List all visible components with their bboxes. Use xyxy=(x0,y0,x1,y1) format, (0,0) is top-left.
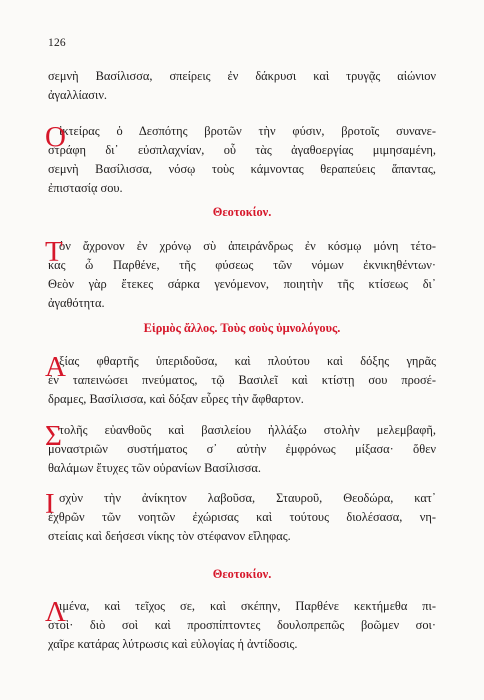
stanza-axias xyxy=(45,351,436,409)
stanza-line: κας ὦ Παρθένε, τῆς φύσεως τῶν νόμων ἐκνικηθέντων· xyxy=(48,258,436,272)
drop-cap: Τ xyxy=(45,236,63,268)
stanza-line: ἐν ταπεινώσει πνεύματος, τῷ Βασιλεῖ καὶ κτίστῃ σου προσέ- xyxy=(48,373,436,387)
stanza-line: στράφη δι᾽ εὐσπλαχνίαν, οὗ τὰς ἀγαθοεργίας μιμησαμένη, xyxy=(48,143,436,157)
paragraph-line: σεμνὴ Βασίλισσα, σπείρεις ἐν δάκρυσι καὶ τρυγᾷς αἰώνιον xyxy=(48,69,436,83)
stanza-line: Θεὸν γὰρ ἔτεκες σάρκα γενόμενον, ποιητὴν τῆς κτίσεως δι᾽ xyxy=(48,277,436,291)
drop-cap: Σ xyxy=(45,420,62,452)
stanza-line: ἰκτείρας ὁ Δεσπότης βροτῶν τὴν φύσιν, βροτοῖς συνανε- xyxy=(59,124,436,138)
stanza-stolis xyxy=(45,420,436,478)
drop-cap: Λ xyxy=(45,596,67,628)
stanza-line: ἀγαθότητα. xyxy=(48,296,105,310)
stanza-line: θαλάμων ἔτυχες τῶν οὐρανίων Βασίλισσα. xyxy=(48,461,261,475)
stanza-line: μοναστριῶν συστήματος σ᾽ αὐτὴν ἐμφρόνως μίξασα· ὅθεν xyxy=(48,442,436,456)
stanza-line: δραμες, Βασίλισσα, καὶ δόξαν εὗρες τὴν ἄφθαρτον. xyxy=(48,392,304,406)
stanza-line: στοὶ· διὸ σοὶ καὶ προσπίπτοντες δουλοπρεπῶς βοῶμεν σοι· xyxy=(48,618,436,632)
drop-cap: Ι xyxy=(45,488,55,520)
section-heading-eirmos: Εἱρμὸς ἄλλος. Τοὺς σοὺς ὑμνολόγους. xyxy=(143,321,341,335)
paragraph-line: ἀγαλλίασιν. xyxy=(48,88,108,102)
stanza-line: σεμνὴ Βασίλισσα, νόσῳ τοὺς κάμνοντας θεραπεύεις ἅπαντας, xyxy=(48,162,436,176)
stanza-line: σχὺν τὴν ἀνίκητον λαβοῦσα, Σταυροῦ, Θεοδώρα, κατ᾽ xyxy=(59,491,436,505)
stanza-line: ξίας φθαρτῆς ὑπεριδοῦσα, καὶ πλούτου καὶ δόξης γηρᾶς xyxy=(59,354,436,368)
stanza-ischyn xyxy=(45,488,436,546)
stanza-line: χαῖρε κατάρας λύτρωσις καὶ εὐλογίας ἡ ἀντίδοσις. xyxy=(48,637,298,651)
stanza-line: τολῆς εὐανθοῦς καὶ βασιλείου ἠλλάξω στολὴν μελεμβαφῆ, xyxy=(59,423,436,437)
stanza-limena xyxy=(45,596,436,654)
drop-cap: Ο xyxy=(45,121,66,153)
stanza-line: ἐπιστασίᾳ σου. xyxy=(48,181,123,195)
page-number: 126 xyxy=(48,37,66,49)
stanza-oiktiras xyxy=(45,121,436,198)
section-heading-theotokion: Θεοτοκίον. xyxy=(212,205,272,219)
stanza-line: ὸν ἄχρονον ἐν χρόνῳ σὺ ἀπειράνδρως ἐν κόσμῳ μόνη τέτο- xyxy=(59,239,436,253)
stanza-line: ιμένα, καὶ τεῖχος σε, καὶ σκέπην, Παρθένε κεκτήμεθα πι- xyxy=(59,599,436,613)
continued-paragraph xyxy=(48,67,436,105)
stanza-line: ἐχθρῶν τῶν νοητῶν ἐχώρισας καὶ τούτους διολέσασα, νη- xyxy=(48,510,436,524)
drop-cap: Α xyxy=(45,351,66,383)
stanza-line: στείαις καὶ δεήσεσι νίκης τὸν στέφανον εἴληφας. xyxy=(48,529,291,543)
section-heading-theotokion-2: Θεοτοκίον. xyxy=(212,567,272,581)
stanza-ton-achronon xyxy=(45,236,436,313)
